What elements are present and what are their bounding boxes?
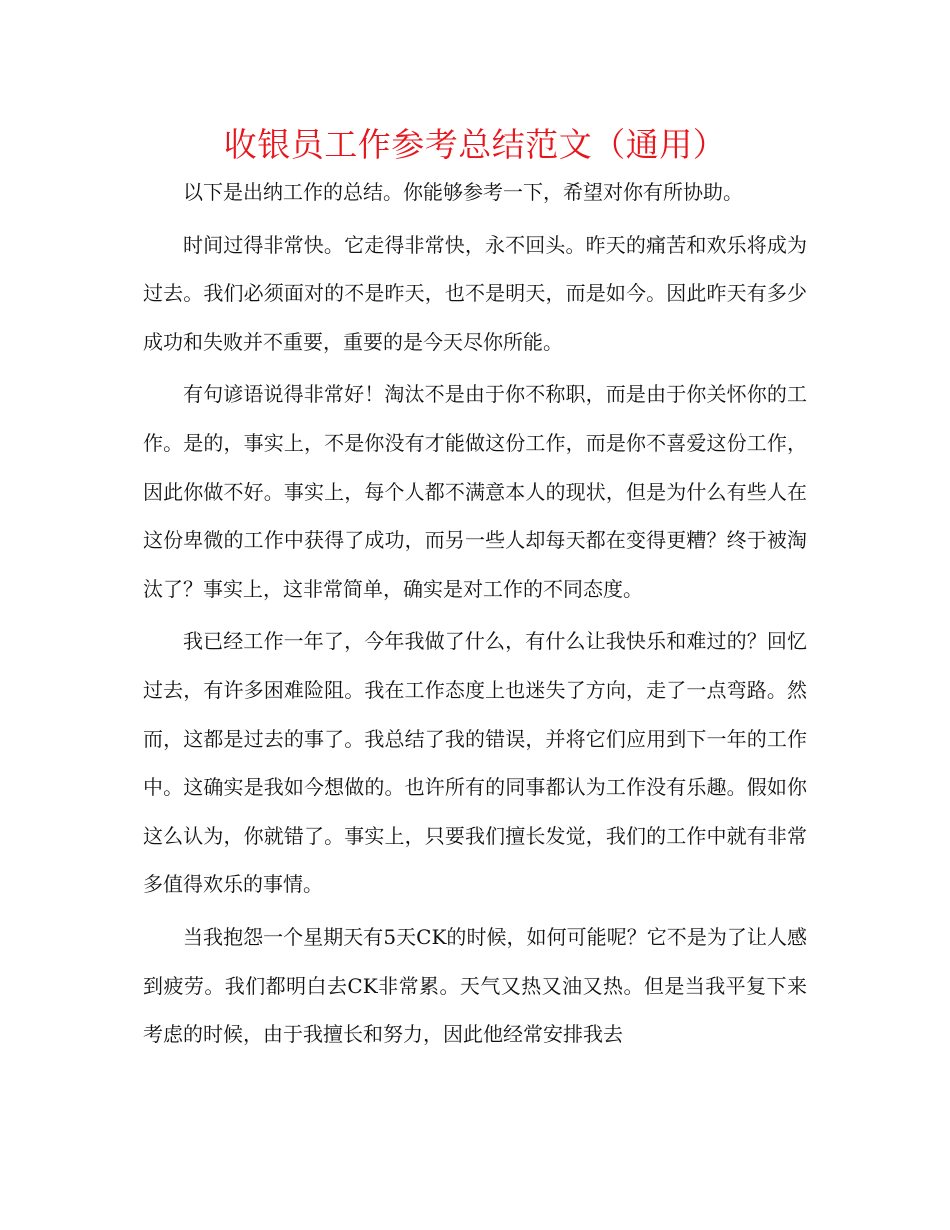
paragraph: 时间过得非常快。它走得非常快，永不回头。昨天的痛苦和欢乐将成为过去。我们必须面对的不是昨天，也不是明天，而是如今。因此昨天有多少成功和失败并不重要，重要的是今天尽你所能。: [143, 232, 807, 354]
paragraph: 当我抱怨一个星期天有5天CK的时候，如何可能呢？它不是为了让人感到疲劳。我们都明白去CK非常累。天气又热又油又热。但是当我平复下来考虑的时候，由于我擅长和努力，因此他经常安排我去: [143, 924, 807, 1047]
paragraph: 有句谚语说得非常好！淘汰不是由于你不称职，而是由于你关怀你的工作。是的，事实上，不是你没有才能做这份工作，而是你不喜爱这份工作，因此你做不好。事实上，每个人都不满意本人的现状，但是为什么有些人在这份卑微的工作中获得了成功，而另一些人却每天都在变得更糟？终于被淘汰了？事实上，这非常简单，确实是对工作的不同态度。: [143, 382, 807, 601]
paragraph: 以下是出纳工作的总结。你能够参考一下，希望对你有所协助。: [183, 180, 743, 204]
document-title: 收银员工作参考总结范文（通用）: [223, 125, 727, 164]
document-body: [143, 168, 807, 1063]
paragraph: 我已经工作一年了，今年我做了什么，有什么让我快乐和难过的？回忆过去，有许多困难险阻。我在工作态度上也迷失了方向，走了一点弯路。然而，这都是过去的事了。我总结了我的错误，并将它们应用到下一年的工作中。这确实是我如今想做的。也许所有的同事都认为工作没有乐趣。假如你这么认为，你就错了。事实上，只要我们擅长发觉，我们的工作中就有非常多值得欢乐的事情。: [143, 629, 807, 897]
